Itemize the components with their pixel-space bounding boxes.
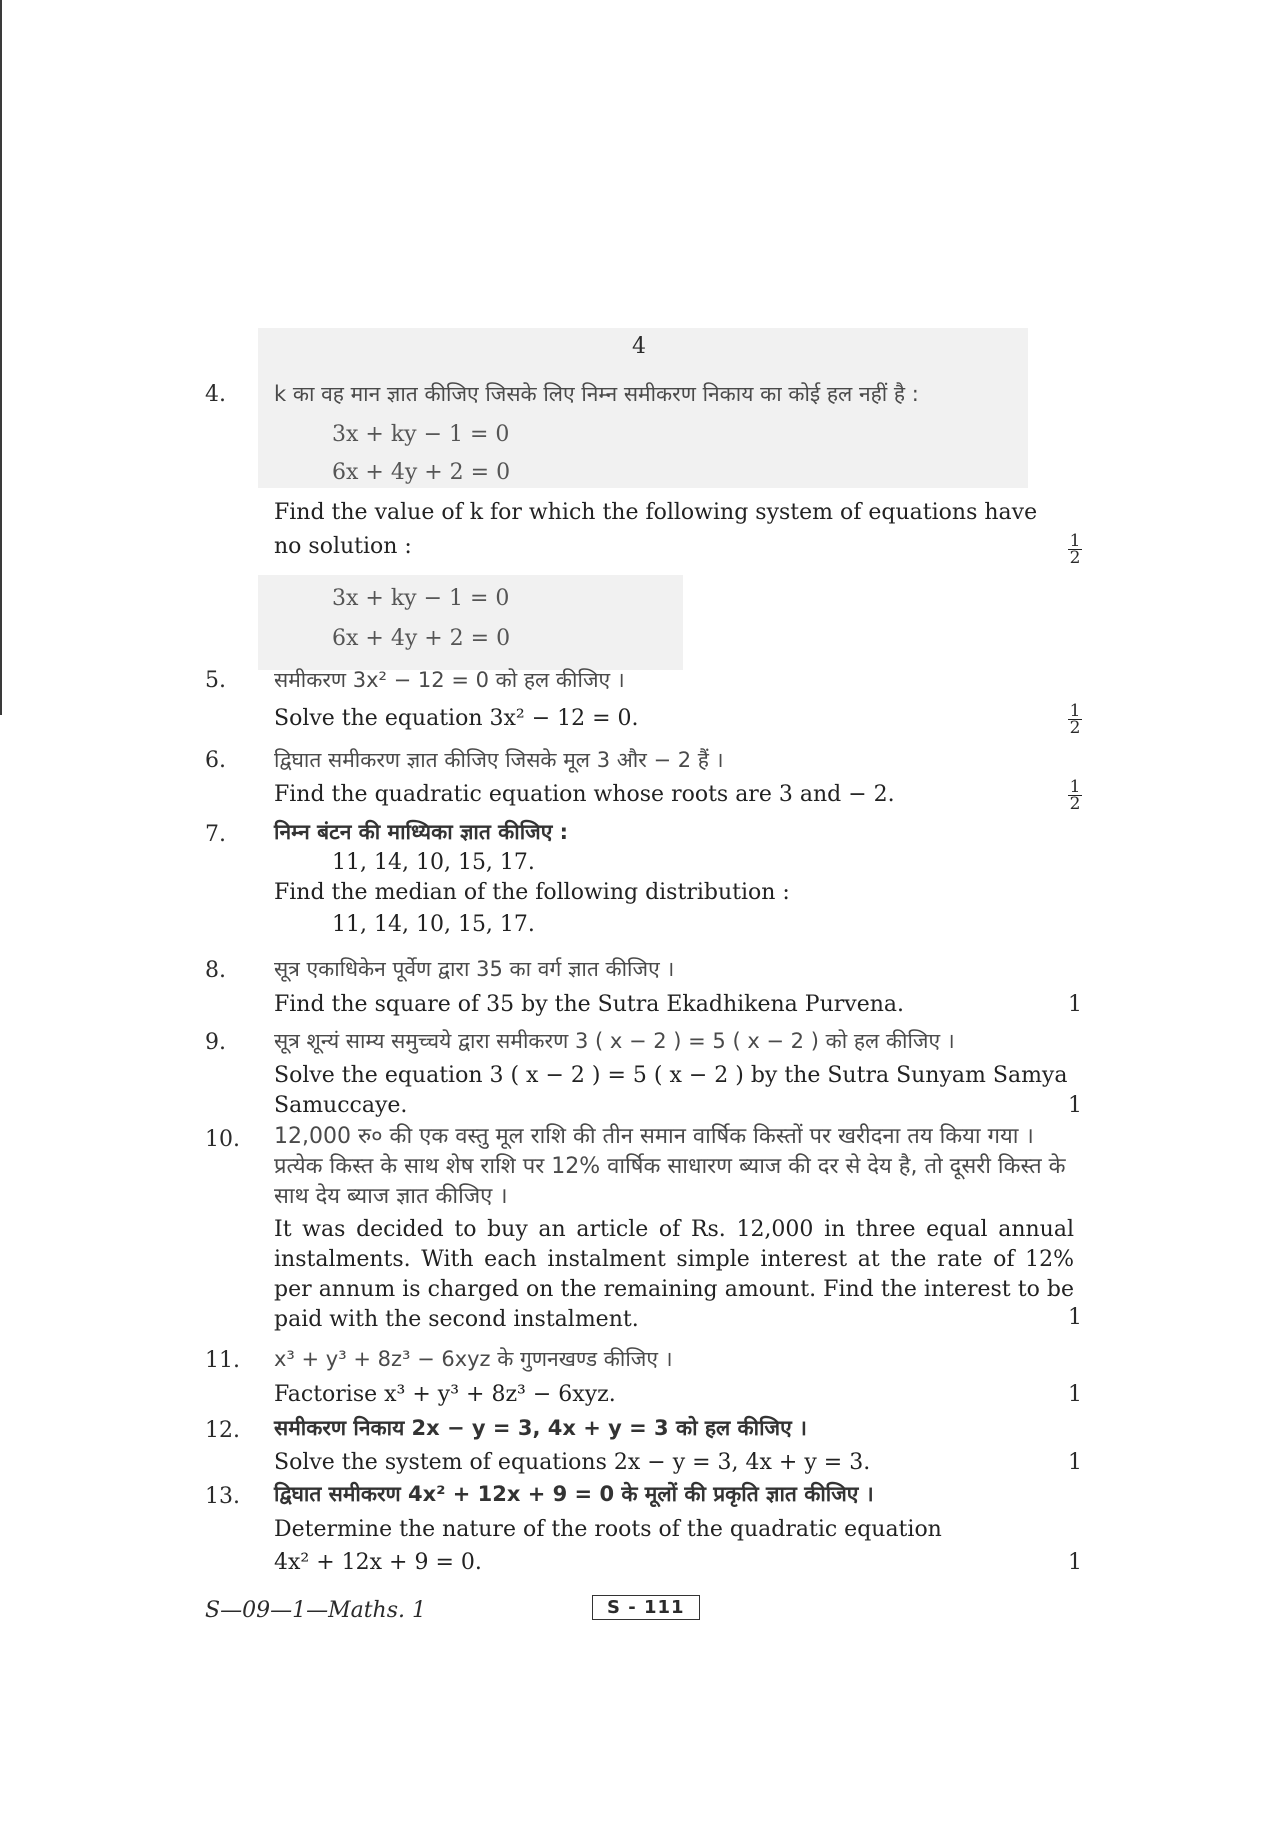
question-english: Find the square of 35 by the Sutra Ekadhikena Purvena. xyxy=(274,992,904,1017)
question-number: 7. xyxy=(205,822,226,847)
question-english: Solve the system of equations 2x − y = 3, 4x + y = 3. xyxy=(274,1450,871,1475)
question-english: Find the median of the following distribution : xyxy=(274,880,790,905)
question-number: 11. xyxy=(205,1348,240,1373)
question-english: It was decided to buy an article of Rs. 12,000 in three equal annual instalments. With each instalment simple interest at the rate of 12% per annum is charged on the remaining amount. Find the interest to be paid with the second instalment. xyxy=(274,1217,1074,1332)
equation: 6x + 4y + 2 = 0 xyxy=(332,626,511,651)
marks: 1 xyxy=(1068,1450,1082,1475)
question-english: Solve the equation 3x² − 12 = 0. xyxy=(274,706,639,731)
question-english: Samuccaye. xyxy=(274,1093,408,1118)
equation: 3x + ky − 1 = 0 xyxy=(332,422,510,447)
data-values: 11, 14, 10, 15, 17. xyxy=(332,912,535,937)
question-hindi: 12,000 रु० की एक वस्तु मूल राशि की तीन समान वार्षिक किस्तों पर खरीदना तय किया गया । प्रत्येक किस्त के साथ शेष राशि पर 12% वार्षिक साधारण ब्याज की दर से देय है, तो दूसरी किस्त के साथ देय ब्याज ज्ञात कीजिए । xyxy=(274,1124,1066,1209)
question-number: 8. xyxy=(205,958,226,983)
question-hindi: समीकरण 3x² − 12 = 0 को हल कीजिए । xyxy=(274,668,625,692)
paper-code: S—09—1—Maths. 1 xyxy=(205,1598,426,1623)
question-number: 4. xyxy=(205,382,226,407)
marks: $\frac{1}{2}$ xyxy=(1069,777,1081,814)
equation: 4x² + 12x + 9 = 0. xyxy=(274,1550,482,1575)
question-number: 5. xyxy=(205,668,226,693)
marks: 1 xyxy=(1068,1382,1082,1407)
marks: 1 xyxy=(1068,1305,1082,1330)
question-hindi: सूत्र एकाधिकेन पूर्वेण द्वारा 35 का वर्ग ज्ञात कीजिए । xyxy=(274,957,675,981)
equation: 6x + 4y + 2 = 0 xyxy=(332,460,511,485)
question-english: no solution : xyxy=(274,534,412,559)
question-number: 13. xyxy=(205,1484,240,1509)
scan-edge xyxy=(0,0,2,715)
question-hindi: निम्न बंटन की माध्यिका ज्ञात कीजिए : xyxy=(274,820,569,844)
question-number: 12. xyxy=(205,1418,240,1443)
marks: $\frac{1}{2}$ xyxy=(1069,701,1081,738)
question-english: Determine the nature of the roots of the quadratic equation xyxy=(274,1517,942,1542)
question-number: 10. xyxy=(205,1127,240,1152)
marks: 1 xyxy=(1068,992,1082,1017)
equation: 3x + ky − 1 = 0 xyxy=(332,586,510,611)
set-code: S - 111 xyxy=(592,1595,700,1620)
question-english: Find the value of k for which the following system of equations have xyxy=(274,500,1038,525)
question-hindi: x³ + y³ + 8z³ − 6xyz के गुणनखण्ड कीजिए । xyxy=(274,1347,673,1371)
question-hindi: द्विघात समीकरण 4x² + 12x + 9 = 0 के मूलों की प्रकृति ज्ञात कीजिए । xyxy=(274,1482,874,1506)
question-number: 9. xyxy=(205,1030,226,1055)
question-english: Find the quadratic equation whose roots are 3 and − 2. xyxy=(274,782,895,807)
page-number: 4 xyxy=(632,334,646,359)
marks: 1 xyxy=(1068,1093,1082,1118)
marks: $\frac{1}{2}$ xyxy=(1069,531,1081,568)
marks: 1 xyxy=(1068,1550,1082,1575)
question-hindi: समीकरण निकाय 2x − y = 3, 4x + y = 3 को हल कीजिए । xyxy=(274,1416,807,1440)
question-number: 6. xyxy=(205,748,226,773)
question-english: Solve the equation 3 ( x − 2 ) = 5 ( x − 2 ) by the Sutra Sunyam Samya xyxy=(274,1063,1068,1088)
question-hindi: द्विघात समीकरण ज्ञात कीजिए जिसके मूल 3 और − 2 हैं । xyxy=(274,748,724,772)
data-values: 11, 14, 10, 15, 17. xyxy=(332,850,535,875)
question-hindi: k का वह मान ज्ञात कीजिए जिसके लिए निम्न समीकरण निकाय का कोई हल नहीं है : xyxy=(274,382,919,406)
question-english: Factorise x³ + y³ + 8z³ − 6xyz. xyxy=(274,1382,616,1407)
question-hindi: सूत्र शून्यं साम्य समुच्चये द्वारा समीकरण 3 ( x − 2 ) = 5 ( x − 2 ) को हल कीजिए । xyxy=(274,1029,955,1053)
